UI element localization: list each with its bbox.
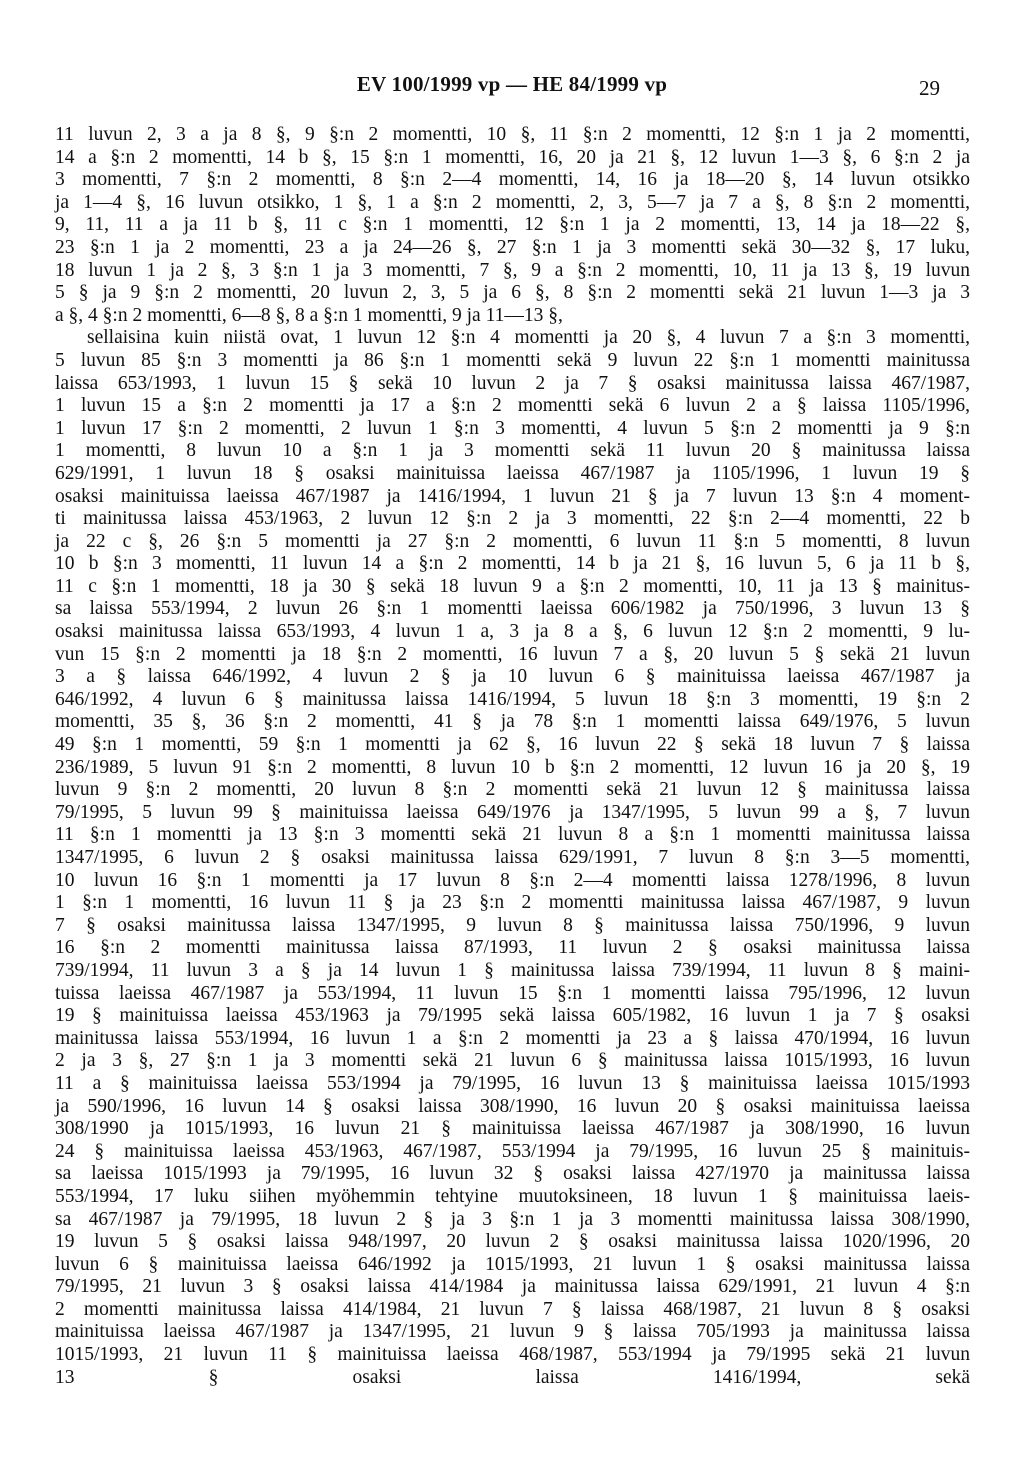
text-line: a §, 4 §:n 2 momentti, 6—8 §, 8 a §:n 1 momentti, 9 ja 11—13 §, (55, 304, 563, 326)
text-line: 11 c §:n 1 momentti, 18 ja 30 § sekä 18 luvun 9 a §:n 2 momentti, 10, 11 ja 13 § mainitus- (55, 575, 970, 597)
text-line: 10 luvun 16 §:n 1 momentti ja 17 luvun 8 §:n 2—4 momentti laissa 1278/1996, 8 luvun (55, 869, 970, 891)
text-line: ja 1—4 §, 16 luvun otsikko, 1 §, 1 a §:n 2 momentti, 2, 3, 5—7 ja 7 a §, 8 §:n 2 momentti, (55, 191, 970, 213)
text-line: 739/1994, 11 luvun 3 a § ja 14 luvun 1 § mainitussa laissa 739/1994, 11 luvun 8 § maini- (55, 959, 970, 981)
text-line: 23 §:n 1 ja 2 momentti, 23 a ja 24—26 §, 27 §:n 1 ja 3 momentti sekä 30—32 §, 17 luku, (55, 236, 970, 258)
text-line: laissa 653/1993, 1 luvun 15 § sekä 10 luvun 2 ja 7 § osaksi mainitussa laissa 467/1987, (55, 372, 970, 394)
text-line: 308/1990 ja 1015/1993, 16 luvun 21 § mainituissa laeissa 467/1987 ja 308/1990, 16 luvun (55, 1118, 970, 1140)
text-line: 19 § mainituissa laeissa 453/1963 ja 79/1995 sekä laissa 605/1982, 16 luvun 1 ja 7 § osaksi (55, 1005, 970, 1027)
text-line: 18 luvun 1 ja 2 §, 3 §:n 1 ja 3 momentti, 7 §, 9 a §:n 2 momentti, 10, 11 ja 13 §, 19 luvun (55, 259, 970, 281)
text-line: sa 467/1987 ja 79/1995, 18 luvun 2 § ja 3 §:n 1 ja 3 momentti mainitussa laissa 308/1990, (55, 1208, 970, 1230)
text-line: luvun 9 §:n 2 momentti, 20 luvun 8 §:n 2 momentti sekä 21 luvun 12 § mainitussa laissa (55, 779, 970, 801)
text-line: 629/1991, 1 luvun 18 § osaksi mainituissa laeissa 467/1987 ja 1105/1996, 1 luvun 19 § (55, 462, 970, 484)
text-line: 10 b §:n 3 momentti, 11 luvun 14 a §:n 2 momentti, 14 b ja 21 §, 16 luvun 5, 6 ja 11 b §, (55, 553, 970, 575)
text-line: 1 §:n 1 momentti, 16 luvun 11 § ja 23 §:n 2 momentti mainitussa laissa 467/1987, 9 luvun (55, 892, 970, 914)
text-line: 5 luvun 85 §:n 3 momentti ja 86 §:n 1 momentti sekä 9 luvun 22 §:n 1 momentti mainitussa (55, 349, 970, 371)
text-line: sa laissa 553/1994, 2 luvun 26 §:n 1 momentti laeissa 606/1982 ja 750/1996, 3 luvun 13 § (55, 598, 970, 620)
text-line: 49 §:n 1 momentti, 59 §:n 1 momentti ja 62 §, 16 luvun 22 § sekä 18 luvun 7 § laissa (55, 734, 970, 756)
text-line: vun 15 §:n 2 momentti ja 18 §:n 2 momentti, 16 luvun 7 a §, 20 luvun 5 § sekä 21 luvun (55, 643, 970, 665)
text-line: 11 luvun 2, 3 a ja 8 §, 9 §:n 2 momentti, 10 §, 11 §:n 2 momentti, 12 §:n 1 ja 2 momentti, (55, 124, 970, 145)
text-line: osaksi mainitussa laissa 653/1993, 4 luvun 1 a, 3 ja 8 a §, 6 luvun 12 §:n 2 momentti, 9 lu- (55, 621, 970, 643)
text-line: 14 a §:n 2 momentti, 14 b §, 15 §:n 1 momentti, 16, 20 ja 21 §, 12 luvun 1—3 §, 6 §:n 2 ja (55, 146, 970, 168)
text-line: 19 luvun 5 § osaksi laissa 948/1997, 20 luvun 2 § osaksi mainitussa laissa 1020/1996, 20 (55, 1231, 970, 1253)
text-line: 236/1989, 5 luvun 91 §:n 2 momentti, 8 luvun 10 b §:n 2 momentti, 12 luvun 16 ja 20 §, 19 (55, 756, 970, 778)
text-line: 2 momentti mainitussa laissa 414/1984, 21 luvun 7 § laissa 468/1987, 21 luvun 8 § osaksi (55, 1298, 970, 1320)
text-line: 13 § osaksi laissa 1416/1994, sekä (55, 1366, 970, 1388)
text-line: osaksi mainituissa laeissa 467/1987 ja 1416/1994, 1 luvun 21 § ja 7 luvun 13 §:n 4 moment- (55, 485, 970, 507)
text-line: 3 momentti, 7 §:n 2 momentti, 8 §:n 2—4 momentti, 14, 16 ja 18—20 §, 14 luvun otsikko (55, 169, 970, 191)
text-line: 1 luvun 15 a §:n 2 momentti ja 17 a §:n 2 momentti sekä 6 luvun 2 a § laissa 1105/1996, (55, 395, 970, 417)
text-line: 5 § ja 9 §:n 2 momentti, 20 luvun 2, 3, 5 ja 6 §, 8 §:n 2 momentti sekä 21 luvun 1—3 ja 3 (55, 282, 970, 304)
text-line: 24 § mainituissa laeissa 453/1963, 467/1987, 553/1994 ja 79/1995, 16 luvun 25 § mainituis- (55, 1140, 970, 1162)
text-line: tuissa laeissa 467/1987 ja 553/1994, 11 luvun 15 §:n 1 momentti laissa 795/1996, 12 luvun (55, 982, 970, 1004)
text-line: sellaisina kuin niistä ovat, 1 luvun 12 §:n 4 momentti ja 20 §, 4 luvun 7 a §:n 3 momentti, (87, 327, 970, 349)
running-title: EV 100/1999 vp — HE 84/1999 vp (356, 72, 668, 96)
text-line: 79/1995, 21 luvun 3 § osaksi laissa 414/1984 ja mainitussa laissa 629/1991, 21 luvun 4 §:n (55, 1276, 970, 1298)
text-line: momentti, 35 §, 36 §:n 2 momentti, 41 § ja 78 §:n 1 momentti laissa 649/1976, 5 luvun (55, 711, 970, 733)
text-line: 553/1994, 17 luku siihen myöhemmin tehtyine muutoksineen, 18 luvun 1 § mainituissa laeis- (55, 1185, 970, 1207)
text-line: 9, 11, 11 a ja 11 b §, 11 c §:n 1 momentti, 12 §:n 1 ja 2 momentti, 13, 14 ja 18—22 §, (55, 214, 970, 236)
text-line: mainitussa laissa 553/1994, 16 luvun 1 a §:n 2 momentti ja 23 a § laissa 470/1994, 16 luvun (55, 1027, 970, 1049)
text-line: mainituissa laeissa 467/1987 ja 1347/1995, 21 luvun 9 § laissa 705/1993 ja mainitussa laissa (55, 1321, 970, 1343)
text-line: 7 § osaksi mainitussa laissa 1347/1995, 9 luvun 8 § mainitussa laissa 750/1996, 9 luvun (55, 914, 970, 936)
text-line: 11 §:n 1 momentti ja 13 §:n 3 momentti sekä 21 luvun 8 a §:n 1 momentti mainitussa laissa (55, 824, 970, 846)
text-line: sa laeissa 1015/1993 ja 79/1995, 16 luvun 32 § osaksi laissa 427/1970 ja mainitussa laissa (55, 1163, 970, 1185)
text-line: 1347/1995, 6 luvun 2 § osaksi mainitussa laissa 629/1991, 7 luvun 8 §:n 3—5 momentti, (55, 847, 970, 868)
text-line: ja 22 c §, 26 §:n 5 momentti ja 27 §:n 2 momentti, 6 luvun 11 §:n 5 momentti, 8 luvun (55, 530, 970, 552)
body-text (55, 124, 970, 1389)
text-line: 3 a § laissa 646/1992, 4 luvun 2 § ja 10 luvun 6 § mainituissa laeissa 467/1987 ja (55, 666, 970, 688)
text-line: 1 momentti, 8 luvun 10 a §:n 1 ja 3 momentti sekä 11 luvun 20 § mainitussa laissa (55, 440, 970, 462)
text-line: 79/1995, 5 luvun 99 § mainituissa laeissa 649/1976 ja 1347/1995, 5 luvun 99 a §, 7 luvun (55, 801, 970, 823)
page-header (0, 72, 1024, 108)
text-line: luvun 6 § mainituissa laeissa 646/1992 ja 1015/1993, 21 luvun 1 § osaksi mainitussa laissa (55, 1253, 970, 1275)
text-line: 1015/1993, 21 luvun 11 § mainituissa laeissa 468/1987, 553/1994 ja 79/1995 sekä 21 luvun (55, 1344, 970, 1366)
text-line: 2 ja 3 §, 27 §:n 1 ja 3 momentti sekä 21 luvun 6 § mainitussa laissa 1015/1993, 16 luvun (55, 1050, 970, 1072)
text-line: 646/1992, 4 luvun 6 § mainitussa laissa 1416/1994, 5 luvun 18 §:n 3 momentti, 19 §:n 2 (55, 688, 970, 710)
text-line: 1 luvun 17 §:n 2 momentti, 2 luvun 1 §:n 3 momentti, 4 luvun 5 §:n 2 momentti ja 9 §:n (55, 417, 970, 439)
text-line: ja 590/1996, 16 luvun 14 § osaksi laissa 308/1990, 16 luvun 20 § osaksi mainituissa laeissa (55, 1095, 970, 1117)
page-number: 29 (919, 76, 940, 100)
text-line: 11 a § mainituissa laeissa 553/1994 ja 79/1995, 16 luvun 13 § mainituissa laeissa 1015/1993 (55, 1072, 970, 1094)
text-line: 16 §:n 2 momentti mainitussa laissa 87/1993, 11 luvun 2 § osaksi mainitussa laissa (55, 937, 970, 959)
text-line: ti mainitussa laissa 453/1963, 2 luvun 12 §:n 2 ja 3 momentti, 22 §:n 2—4 momentti, 22 b (55, 508, 970, 530)
